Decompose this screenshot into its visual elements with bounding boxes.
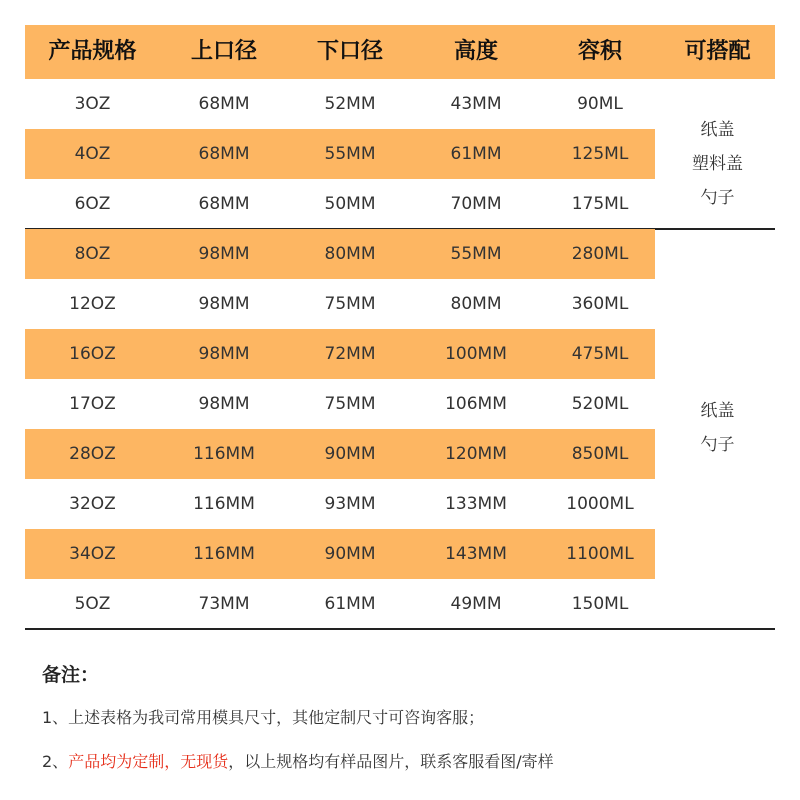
cell-height: 100MM [445,344,507,364]
cell-height: 106MM [445,394,507,414]
cell-bottom: 72MM [324,344,376,364]
cell-spec: 34OZ [69,544,116,564]
cell-spec: 12OZ [69,294,116,314]
cell-bottom: 93MM [324,494,376,514]
table-row [25,579,655,629]
compatible-item: 纸盖 [700,401,735,421]
header-spec: 产品规格 [48,39,137,64]
table-row [25,79,655,129]
cell-bottom: 75MM [324,294,376,314]
cell-spec: 8OZ [74,244,111,264]
table-row [25,179,655,229]
table-row [25,129,655,179]
cell-volume: 150ML [571,594,629,614]
cell-height: 133MM [445,494,507,514]
table-row [25,429,655,479]
cell-height: 61MM [450,144,502,164]
notes-title: 备注： [42,664,100,686]
cell-top: 116MM [193,544,255,564]
cell-volume: 175ML [571,194,629,214]
cell-volume: 360ML [571,294,629,314]
cell-top: 116MM [193,494,255,514]
cell-spec: 4OZ [74,144,111,164]
cell-top: 98MM [198,244,250,264]
cell-spec: 6OZ [74,194,111,214]
header-volume: 容积 [577,39,622,64]
compatible-item: 纸盖 [700,120,735,140]
cell-top: 68MM [198,194,250,214]
cell-height: 49MM [450,594,502,614]
cell-height: 70MM [450,194,502,214]
cell-spec: 28OZ [69,444,116,464]
cell-height: 120MM [445,444,507,464]
group1-compatible [660,113,775,215]
note-line-2-highlight: 产品均为定制，无现货 [68,752,229,771]
group2-compatible [660,394,775,462]
cell-top: 116MM [193,444,255,464]
cell-spec: 16OZ [69,344,116,364]
header-top-diameter: 上口径 [190,39,257,64]
cell-volume: 90ML [577,94,623,114]
note-line-2-prefix: 2、 [42,752,69,771]
cell-spec: 3OZ [74,94,111,114]
cell-spec: 5OZ [74,594,111,614]
cell-volume: 280ML [571,244,629,264]
compatible-item: 勺子 [700,188,735,208]
header-height: 高度 [453,39,498,64]
cell-bottom: 52MM [324,94,376,114]
cell-bottom: 90MM [324,444,376,464]
cell-top: 73MM [198,594,250,614]
table-row [25,479,655,529]
cell-volume: 850ML [571,444,629,464]
notes-section [42,655,782,771]
cell-height: 55MM [450,244,502,264]
cell-bottom: 75MM [324,394,376,414]
cell-volume: 520ML [571,394,629,414]
cell-height: 43MM [450,94,502,114]
table-bottom-rule [25,628,775,630]
note-line-2-suffix: ，以上规格均有样品图片，联系客服看图/寄样 [228,752,554,771]
cell-spec: 32OZ [69,494,116,514]
cell-spec: 17OZ [69,394,116,414]
cell-bottom: 50MM [324,194,376,214]
cell-height: 80MM [450,294,502,314]
cell-top: 98MM [198,394,250,414]
note-line-1: 1、上述表格为我司常用模具尺寸，其他定制尺寸可咨询客服； [42,708,485,727]
cell-volume: 1100ML [566,544,634,564]
cell-volume: 475ML [571,344,629,364]
table-row [25,379,655,429]
cell-height: 143MM [445,544,507,564]
cell-bottom: 80MM [324,244,376,264]
table-row [25,229,655,279]
cell-volume: 125ML [571,144,629,164]
cell-bottom: 61MM [324,594,376,614]
note-line-2 [42,749,554,772]
table-row [25,279,655,329]
cell-top: 98MM [198,344,250,364]
cell-top: 68MM [198,144,250,164]
header-compatible: 可搭配 [684,39,751,64]
table-header [25,25,775,79]
cell-bottom: 90MM [324,544,376,564]
cell-top: 68MM [198,94,250,114]
table-row [25,529,655,579]
header-bottom-diameter: 下口径 [316,39,383,64]
table-row [25,329,655,379]
cell-top: 98MM [198,294,250,314]
compatible-item: 塑料盖 [692,154,743,174]
cell-bottom: 55MM [324,144,376,164]
compatible-item: 勺子 [700,435,735,455]
cell-volume: 1000ML [566,494,634,514]
